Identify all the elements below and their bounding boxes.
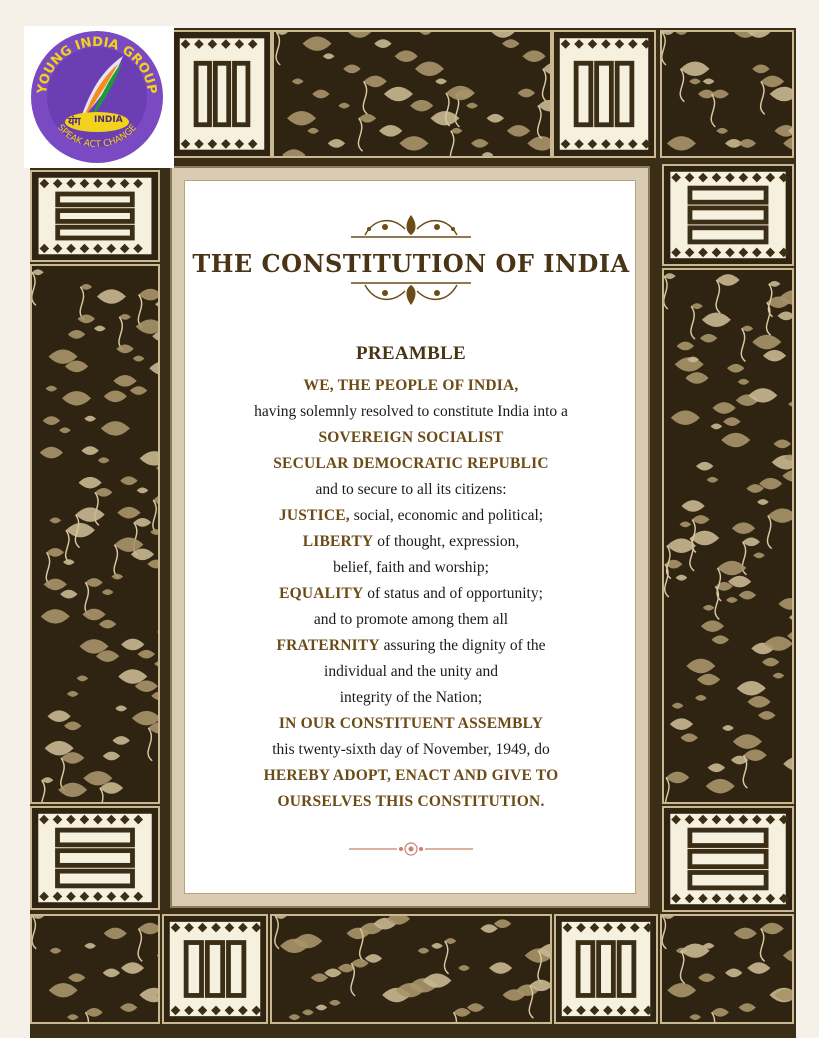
logo-center-text: INDIA [94,115,123,125]
preamble-emphasis: LIBERTY [302,533,374,550]
border-tile-lattice [554,914,658,1024]
pattern-icon [32,916,158,1022]
preamble-segment: and to secure to all its citizens: [315,481,507,498]
pattern-icon [32,172,158,260]
preamble-line [185,451,637,477]
preamble-line [185,633,637,659]
pattern-icon [556,916,656,1022]
preamble-line [185,373,637,399]
border-tile-lattice [162,914,268,1024]
svg-text:SPEAK ACT CHANGE: SPEAK ACT CHANGE [55,122,139,151]
pattern-icon [32,266,158,802]
preamble-heading: PREAMBLE [355,343,467,364]
preamble-line [185,685,637,711]
logo-hindi-text: यंग [68,115,81,128]
border-tile-animal [660,914,794,1024]
border-tile-lattice [552,30,656,158]
preamble-line [185,737,637,763]
preamble-lines [185,373,637,815]
preamble-segment: social, economic and political; [349,507,544,524]
preamble-text [185,341,637,815]
pattern-icon [32,808,158,908]
border-tile-floral [30,264,160,804]
pattern-icon [662,32,792,156]
preamble-segment: having solemnly resolved to constitute India into a [254,403,568,420]
preamble-segment: individual and the unity and [324,663,498,680]
preamble-emphasis: WE, THE PEOPLE OF INDIA, [303,377,519,394]
svg-text:YOUNG INDIA GROUP: YOUNG INDIA GROUP [34,34,160,95]
preamble-line [185,789,637,815]
preamble-segment: of thought, expression, [373,533,520,550]
pattern-icon [274,32,550,156]
border-tile-lattice [30,170,160,262]
preamble-segment: of status and of opportunity; [363,585,543,602]
preamble-segment: this twenty-sixth day of November, 1949, do [272,741,550,758]
pattern-icon [664,166,792,264]
border-tile-lattice [172,30,272,158]
border-tile-elephant [660,30,794,158]
pattern-icon [664,808,792,910]
preamble-emphasis: SOVEREIGN SOCIALIST [318,429,504,446]
preamble-segment: belief, faith and worship; [333,559,489,576]
document-title: THE CONSTITUTION OF INDIA [192,249,630,278]
young-india-logo [24,26,174,168]
pattern-icon [554,32,654,156]
preamble-line [185,711,637,737]
preamble-emphasis: JUSTICE, [278,507,350,524]
preamble-line [185,529,637,555]
preamble-line [185,659,637,685]
logo-text-layer [28,28,166,166]
pattern-icon [664,270,792,802]
pattern-icon [164,916,266,1022]
preamble-emphasis: EQUALITY [279,585,364,602]
preamble-emphasis: HEREBY ADOPT, ENACT AND GIVE TO [263,767,559,784]
preamble-line [185,399,637,425]
preamble-line [185,555,637,581]
border-tile-floral [270,914,552,1024]
ornament-top-icon [345,209,477,243]
preamble-line [185,763,637,789]
preamble-line [185,503,637,529]
ornament-bottom-icon [345,279,477,309]
preamble-emphasis: SECULAR DEMOCRATIC REPUBLIC [273,455,549,472]
border-tile-floral [272,30,552,158]
border-tile-animal [30,914,160,1024]
preamble-segment: and to promote among them all [313,611,509,628]
pattern-icon [272,916,550,1022]
border-tile-lattice [662,806,794,912]
preamble-segment: integrity of the Nation; [339,689,483,706]
border-tile-lattice [662,164,794,266]
preamble-emphasis: FRATERNITY [276,637,380,654]
preamble-document [184,180,636,894]
pattern-icon [174,32,270,156]
border-tile-floral [662,268,794,804]
preamble-line [185,581,637,607]
preamble-line [185,477,637,503]
preamble-segment: assuring the dignity of the [379,637,546,654]
preamble-emphasis: IN OUR CONSTITUENT ASSEMBLY [278,715,544,732]
preamble-line [185,425,637,451]
border-tile-lattice [30,806,160,910]
preamble-emphasis: OURSELVES THIS CONSTITUTION. [277,793,545,810]
preamble-line [185,607,637,633]
flourish-divider-icon [345,841,477,857]
pattern-icon [662,916,792,1022]
